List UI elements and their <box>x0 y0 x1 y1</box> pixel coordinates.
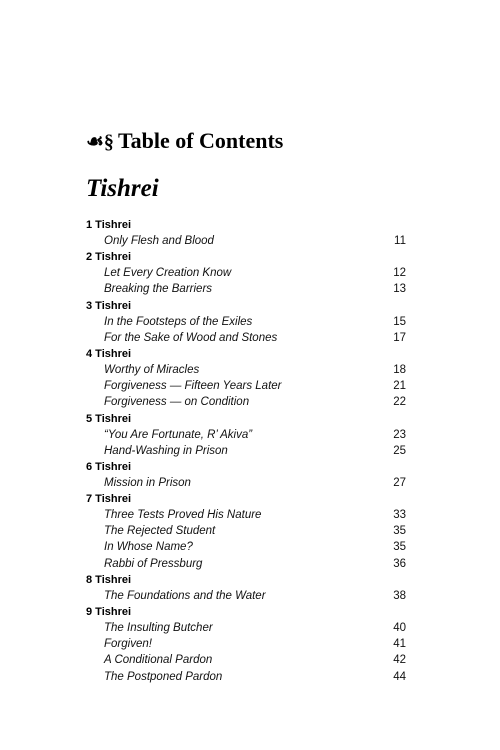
toc-entry[interactable] <box>86 620 406 636</box>
toc-list <box>86 217 406 685</box>
toc-entry-title: “You Are Fortunate, R’ Akiva” <box>104 428 253 441</box>
toc-entry-title: Mission in Prison <box>104 476 191 489</box>
toc-entry-title: In Whose Name? <box>104 541 193 554</box>
toc-entry-page: 40 <box>393 622 406 634</box>
toc-entry-page: 11 <box>394 235 406 247</box>
toc-entry[interactable] <box>86 330 406 346</box>
toc-entry-page: 23 <box>393 428 406 441</box>
toc-entry-title: For the Sake of Wood and Stones <box>104 331 278 344</box>
toc-entry-page: 22 <box>393 396 406 409</box>
toc-entry[interactable] <box>86 378 406 394</box>
toc-entry-page: 17 <box>393 331 406 344</box>
toc-entry-title: In the Footsteps of the Exiles <box>104 315 253 328</box>
toc-day-heading: 3 Tishrei <box>86 299 132 312</box>
toc-entry-page: 12 <box>393 267 406 280</box>
toc-entry[interactable] <box>86 523 406 539</box>
toc-day-heading: 9 Tishrei <box>86 606 132 618</box>
toc-entry-title: The Rejected Student <box>104 525 216 538</box>
toc-entry[interactable] <box>86 588 406 604</box>
toc-day-heading: 4 Tishrei <box>86 347 132 360</box>
toc-entry-page: 18 <box>393 363 406 376</box>
toc-entry[interactable] <box>86 394 406 410</box>
toc-entry-page: 21 <box>393 380 406 393</box>
toc-entry-page: 35 <box>393 525 406 538</box>
toc-day-heading: 8 Tishrei <box>86 573 132 586</box>
toc-entry-title: The Insulting Butcher <box>104 622 213 634</box>
toc-entry[interactable] <box>86 314 406 330</box>
toc-entry-page: 35 <box>393 541 406 554</box>
toc-entry-title: Forgiveness — Fifteen Years Later <box>104 380 282 393</box>
toc-entry-title: The Postponed Pardon <box>104 670 223 683</box>
toc-day-heading: 7 Tishrei <box>86 493 132 506</box>
toc-entry[interactable] <box>86 443 406 459</box>
toc-entry[interactable] <box>86 265 406 281</box>
toc-entry-page: 27 <box>393 476 406 489</box>
toc-day-heading: 6 Tishrei <box>86 460 132 473</box>
ornament-icon: ☙§ <box>86 131 114 153</box>
toc-entry[interactable] <box>86 556 406 572</box>
toc-entry-title: Forgiven! <box>104 638 152 651</box>
toc-day-heading: 2 Tishrei <box>86 251 132 264</box>
toc-entry-page: 33 <box>393 509 406 522</box>
toc-entry[interactable] <box>86 475 406 491</box>
toc-entry-title: The Foundations and the Water <box>104 589 266 602</box>
toc-entry-title: A Conditional Pardon <box>104 654 213 667</box>
toc-entry-title: Rabbi of Pressburg <box>104 557 203 570</box>
toc-entry-page: 41 <box>393 638 406 651</box>
toc-entry-title: Let Every Creation Know <box>104 267 232 280</box>
toc-entry-page: 42 <box>393 654 406 667</box>
toc-entry-page: 36 <box>393 557 406 570</box>
toc-day-heading: 5 Tishrei <box>86 412 132 425</box>
toc-entry[interactable] <box>86 636 406 652</box>
toc-entry[interactable] <box>86 652 406 668</box>
toc-entry[interactable] <box>86 362 406 378</box>
toc-entry-page: 44 <box>393 670 406 683</box>
toc-heading <box>86 128 283 154</box>
toc-entry-title: Only Flesh and Blood <box>104 235 214 247</box>
toc-entry-title: Forgiveness — on Condition <box>104 396 250 409</box>
toc-entry-page: 13 <box>393 283 406 296</box>
toc-day-heading: 1 Tishrei <box>86 219 132 231</box>
toc-entry-page: 15 <box>393 315 406 328</box>
toc-entry[interactable] <box>86 281 406 297</box>
toc-entry-title: Worthy of Miracles <box>104 363 200 376</box>
toc-entry[interactable] <box>86 233 406 249</box>
toc-entry-page: 38 <box>393 589 406 602</box>
toc-entry-title: Breaking the Barriers <box>104 283 213 296</box>
month-title: Tishrei <box>86 175 159 202</box>
toc-entry[interactable] <box>86 669 406 685</box>
toc-entry-title: Hand-Washing in Prison <box>104 444 228 457</box>
toc-entry-title: Three Tests Proved His Nature <box>104 509 262 522</box>
toc-title: Table of Contents <box>117 128 284 153</box>
toc-entry[interactable] <box>86 507 406 523</box>
toc-entry[interactable] <box>86 427 406 443</box>
toc-entry-page: 25 <box>393 444 406 457</box>
toc-entry[interactable] <box>86 539 406 555</box>
